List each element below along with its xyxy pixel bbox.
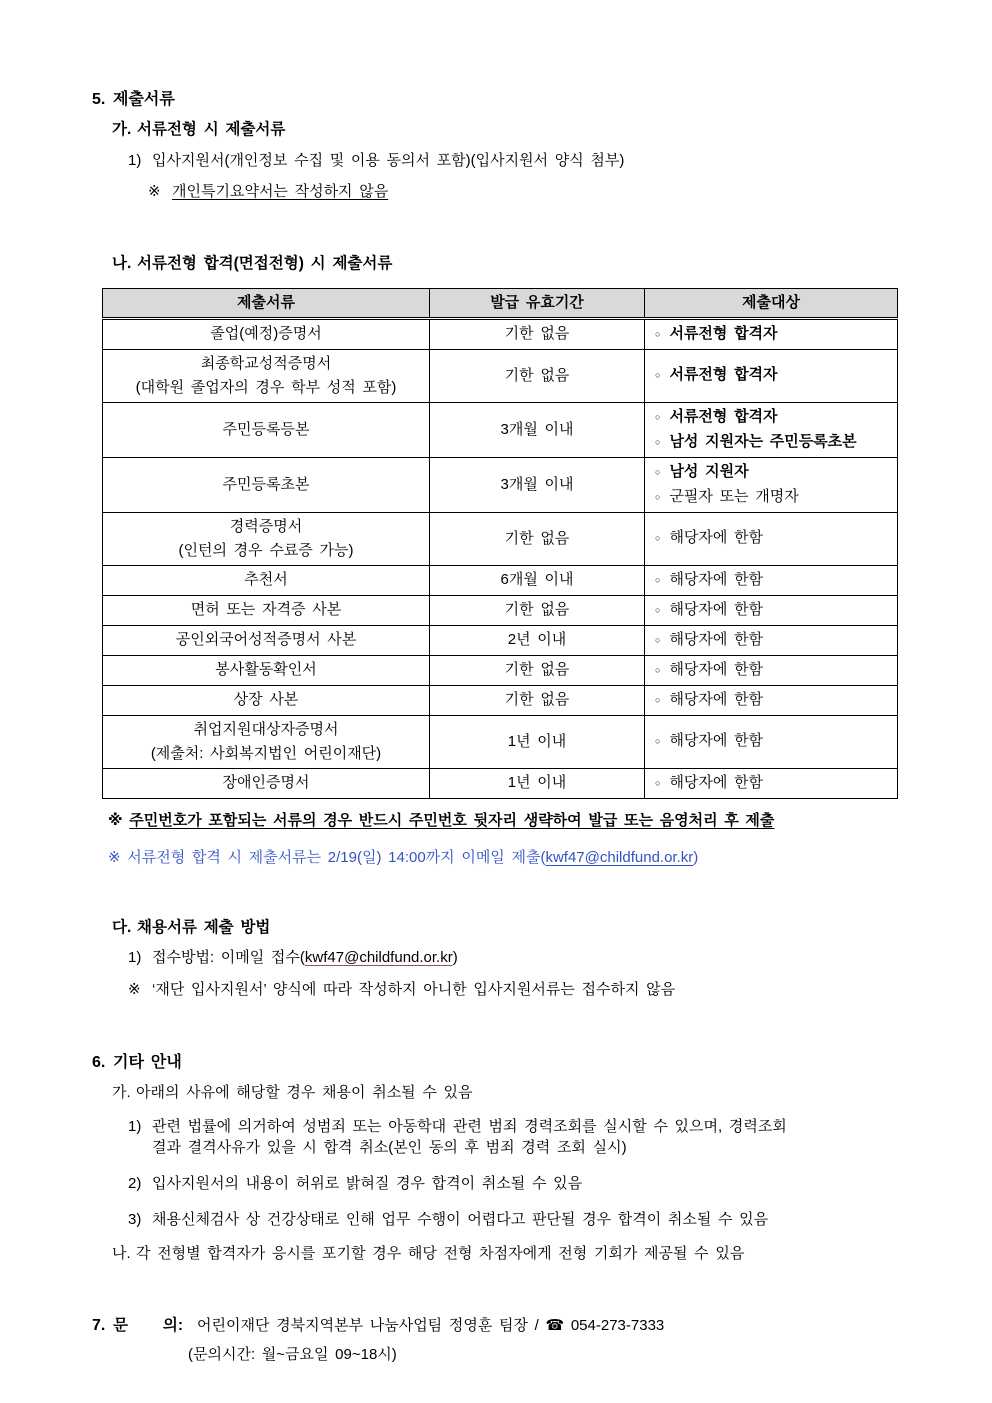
section6-sub-b: 나. 각 전형별 합격자가 응시를 포기할 경우 해당 전형 차점자에게 전형 기회가 제공될 수 있음 <box>112 1244 745 1262</box>
validity-cell: 1년 이내 <box>430 768 645 798</box>
target-cell: ○ 남성 지원자 ○ 군필자 또는 개명자 <box>645 457 898 512</box>
doc-name-cell: 추천서 <box>103 565 430 595</box>
section6-item2: 2) 입사지원서의 내용이 허위로 밝혀질 경우 합격이 취소될 수 있음 <box>128 1175 583 1193</box>
validity-cell: 기한 없음 <box>430 685 645 715</box>
section7-number: 7. <box>92 1317 106 1335</box>
target-cell: ○ 해당자에 한함 <box>645 685 898 715</box>
table-row <box>103 625 898 655</box>
section6-title: 기타 안내 <box>113 1053 182 1071</box>
circle-bullet-icon: ○ <box>655 694 661 705</box>
col-header-validity: 발급 유효기간 <box>430 288 645 318</box>
table-row <box>103 318 898 349</box>
section5-note1: ※ 개인특기요약서는 작성하지 않음 <box>148 181 962 203</box>
section5-heading <box>92 88 962 111</box>
section5-item-c1: 1) 접수방법: 이메일 접수(kwf47@childfund.or.kr) <box>128 949 458 967</box>
col-header-document: 제출서류 <box>103 288 430 318</box>
target-cell: ○ 해당자에 한함 <box>645 595 898 625</box>
circle-bullet-icon: ○ <box>655 574 661 585</box>
reference-mark: ※ <box>108 811 123 829</box>
section5-item1: 1) 입사지원서(개인정보 수집 및 이용 동의서 포함)(입사지원서 양식 첨부) <box>128 151 625 169</box>
section5-number: 5. <box>92 91 106 108</box>
circle-bullet-icon: ○ <box>655 634 661 645</box>
reference-mark: ※ <box>108 848 121 866</box>
phone-number: 054-273-7333 <box>570 1317 665 1335</box>
table-row <box>103 457 898 512</box>
contact-text: 어린이재단 경북지역본부 나눔사업팀 정영훈 팀장 / ☎ 054-273-7333 <box>197 1317 665 1335</box>
section6-heading <box>92 1051 962 1074</box>
section5-sub-c-heading: 다. 채용서류 제출 방법 <box>112 918 271 936</box>
table-row <box>103 349 898 402</box>
section7-contact <box>92 1314 962 1337</box>
table-row <box>103 565 898 595</box>
table-row <box>103 768 898 798</box>
table-row <box>103 685 898 715</box>
doc-name-cell: 봉사활동확인서 <box>103 655 430 685</box>
contact-label: 문 의: <box>113 1317 183 1335</box>
doc-name-cell: 상장 사본 <box>103 685 430 715</box>
email-link[interactable]: kwf47@childfund.or.kr <box>545 848 694 866</box>
email-link[interactable]: kwf47@childfund.or.kr <box>304 949 453 967</box>
section5-sub-b-heading: 나. 서류전형 합격(면접전형) 시 제출서류 <box>112 255 393 273</box>
table-row <box>103 512 898 565</box>
table-row <box>103 715 898 768</box>
validity-cell: 기한 없음 <box>430 318 645 349</box>
reference-mark: ※ <box>148 183 161 201</box>
table-row <box>103 595 898 625</box>
circle-bullet-icon: ○ <box>655 328 661 339</box>
validity-cell: 3개월 이내 <box>430 402 645 457</box>
target-cell: ○ 해당자에 한함 <box>645 768 898 798</box>
submission-documents-table <box>102 288 898 799</box>
doc-name-cell: 경력증명서 (인턴의 경우 수료증 가능) <box>103 512 430 565</box>
section6-number: 6. <box>92 1053 106 1071</box>
circle-bullet-icon: ○ <box>655 436 661 447</box>
doc-name-cell: 주민등록초본 <box>103 457 430 512</box>
section5-sub-a-heading: 가. 서류전형 시 제출서류 <box>112 121 286 139</box>
target-cell: ○ 해당자에 한함 <box>645 625 898 655</box>
doc-name-cell: 공인외국어성적증명서 사본 <box>103 625 430 655</box>
target-cell: ○ 해당자에 한함 <box>645 565 898 595</box>
circle-bullet-icon: ○ <box>655 411 661 422</box>
section6-sub-a: 가. 아래의 사유에 해당할 경우 채용이 취소될 수 있음 <box>112 1083 473 1101</box>
validity-cell: 1년 이내 <box>430 715 645 768</box>
section5-title: 제출서류 <box>113 91 175 108</box>
doc-name-cell: 주민등록등본 <box>103 402 430 457</box>
circle-bullet-icon: ○ <box>655 604 661 615</box>
table-note-privacy: ※ 주민번호가 포함되는 서류의 경우 반드시 주민번호 뒷자리 생략하여 발급 또는 음영처리 후 제출 <box>108 811 775 829</box>
validity-cell: 기한 없음 <box>430 595 645 625</box>
target-cell: ○ 서류전형 합격자 <box>645 349 898 402</box>
doc-name-cell: 장애인증명서 <box>103 768 430 798</box>
reference-mark: ※ <box>128 980 141 998</box>
section6-item1: 1) 관련 법률에 의거하여 성범죄 또는 아동학대 관련 범죄 경력조회를 실시할 수 있으며, 경력조회 결과 결격사유가 있을 시 합격 취소(본인 동의 후 범죄 경력 조회 실시) <box>128 1117 787 1157</box>
circle-bullet-icon: ○ <box>655 491 661 502</box>
col-header-target: 제출대상 <box>645 288 898 318</box>
table-header-row <box>103 288 898 318</box>
circle-bullet-icon: ○ <box>655 370 661 381</box>
validity-cell: 기한 없음 <box>430 655 645 685</box>
target-cell: ○ 서류전형 합격자 ○ 남성 지원자는 주민등록초본 <box>645 402 898 457</box>
table-row <box>103 402 898 457</box>
section6-item3: 3) 채용신체검사 상 건강상태로 인해 업무 수행이 어렵다고 판단될 경우 합격이 취소될 수 있음 <box>128 1210 769 1228</box>
target-cell: ○ 해당자에 한함 <box>645 512 898 565</box>
circle-bullet-icon: ○ <box>655 736 661 747</box>
target-cell: ○ 서류전형 합격자 <box>645 318 898 349</box>
validity-cell: 기한 없음 <box>430 512 645 565</box>
table-row <box>103 655 898 685</box>
contact-hours: (문의시간: 월~금요일 09~18시) <box>188 1345 397 1363</box>
table-note-deadline: ※ 서류전형 합격 시 제출서류는 2/19(일) 14:00까지 이메일 제출(kwf47@childfund.or.kr) <box>108 848 699 866</box>
circle-bullet-icon: ○ <box>655 777 661 788</box>
validity-cell: 6개월 이내 <box>430 565 645 595</box>
circle-bullet-icon: ○ <box>655 533 661 544</box>
doc-name-cell: 졸업(예정)증명서 <box>103 318 430 349</box>
circle-bullet-icon: ○ <box>655 664 661 675</box>
target-cell: ○ 해당자에 한함 <box>645 715 898 768</box>
doc-name-cell: 면허 또는 자격증 사본 <box>103 595 430 625</box>
phone-icon: ☎ <box>545 1317 565 1335</box>
circle-bullet-icon: ○ <box>655 466 661 477</box>
validity-cell: 3개월 이내 <box>430 457 645 512</box>
section5-note-c: ※ ‘재단 입사지원서’ 양식에 따라 작성하지 아니한 입사지원서류는 접수하지 않음 <box>128 979 962 1001</box>
target-cell: ○ 해당자에 한함 <box>645 655 898 685</box>
doc-name-cell: 취업지원대상자증명서 (제출처: 사회복지법인 어린이재단) <box>103 715 430 768</box>
doc-name-cell: 최종학교성적증명서 (대학원 졸업자의 경우 학부 성적 포함) <box>103 349 430 402</box>
validity-cell: 기한 없음 <box>430 349 645 402</box>
validity-cell: 2년 이내 <box>430 625 645 655</box>
